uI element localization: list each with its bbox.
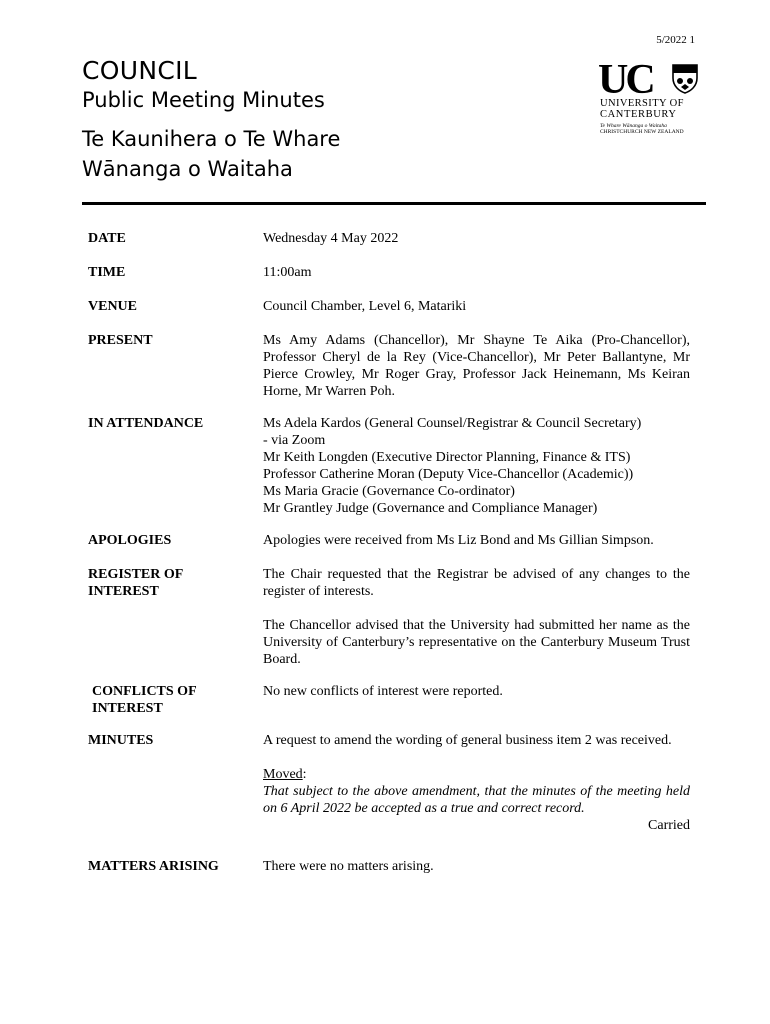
attendee-line: Ms Maria Gracie (Governance Co-ordinator): [263, 484, 515, 499]
attendee-line: - via Zoom: [263, 433, 326, 448]
attendee-line: Mr Keith Longden (Executive Director Planning, Finance & ITS): [263, 450, 631, 465]
register-label-line1: REGISTER OF: [88, 567, 184, 582]
conflicts-value: No new conflicts of interest were reported.: [263, 684, 503, 699]
conflicts-label-line2: INTEREST: [92, 701, 163, 716]
logo-tagline2: CHRISTCHURCH NEW ZEALAND: [600, 129, 684, 135]
date-value: Wednesday 4 May 2022: [263, 231, 399, 246]
present-label: PRESENT: [88, 333, 153, 348]
crest-icon: [672, 64, 698, 94]
venue-value: Council Chamber, Level 6, Matariki: [263, 299, 467, 314]
maori-title-line1: Te Kaunihera o Te Whare: [82, 127, 341, 151]
apologies-value: Apologies were received from Ms Liz Bond and Ms Gillian Simpson.: [263, 533, 654, 548]
matters-value: There were no matters arising.: [263, 859, 434, 874]
register-para2: The Chancellor advised that the University had submitted her name as the University of Canterbury’s representative on the Canterbury Museum Trust Board.: [263, 618, 690, 667]
attendee-line: Mr Grantley Judge (Governance and Compliance Manager): [263, 501, 598, 516]
maori-title: [82, 124, 340, 184]
row-date: [88, 230, 690, 247]
present-value: Ms Amy Adams (Chancellor), Mr Shayne Te Aika (Pro-Chancellor), Professor Cheryl de la Rey (Vice-Chancellor), Mr Peter Ballantyne, Mr Pierce Crowley, Mr Roger Gray, Professor Jack Heinemann, Ms Keiran Horne, Mr Warren Poh.: [263, 333, 690, 399]
university-logo: [598, 57, 702, 140]
attendance-value: [263, 415, 690, 517]
venue-label: VENUE: [88, 299, 138, 314]
apologies-label: APOLOGIES: [88, 533, 172, 548]
logo-mark: UC: [598, 57, 653, 103]
register-label: [88, 566, 263, 668]
minutes-table: [88, 230, 690, 875]
moved-line: [263, 766, 690, 783]
row-matters-arising: [88, 858, 690, 875]
attendance-label: IN ATTENDANCE: [88, 416, 204, 431]
row-time: [88, 264, 690, 281]
register-para1: The Chair requested that the Registrar be advised of any changes to the register of interests.: [263, 567, 690, 599]
time-value: 11:00am: [263, 265, 312, 280]
row-apologies: [88, 532, 690, 549]
row-venue: [88, 298, 690, 315]
matters-label: MATTERS ARISING: [88, 859, 219, 874]
minutes-value: [263, 732, 690, 834]
conflicts-label: [88, 683, 263, 717]
header-divider: [82, 202, 706, 205]
logo-tagline1: Te Whare Wānanga o Waitaha: [600, 123, 667, 129]
conflicts-label-line1: CONFLICTS OF: [92, 684, 197, 699]
minutes-label: MINUTES: [88, 733, 154, 748]
attendee-line: Professor Catherine Moran (Deputy Vice-Chancellor (Academic)): [263, 467, 634, 482]
attendee-line: Ms Adela Kardos (General Counsel/Registrar & Council Secretary): [263, 416, 642, 431]
motion-text: [263, 783, 690, 817]
row-minutes: [88, 732, 690, 834]
logo-name-line1: UNIVERSITY OF: [600, 98, 684, 109]
minutes-para1: A request to amend the wording of general business item 2 was received.: [263, 733, 672, 748]
row-register-of-interest: [88, 566, 690, 668]
date-label: DATE: [88, 231, 126, 246]
title-block: [82, 56, 340, 184]
page-number: 5/2022 1: [656, 34, 695, 46]
page-title: COUNCIL: [82, 56, 197, 85]
register-label-line2: INTEREST: [88, 584, 159, 599]
moved-label: Moved: [263, 767, 303, 782]
maori-title-line2: Wānanga o Waitaha: [82, 157, 293, 181]
motion-result: Carried: [648, 818, 690, 833]
row-present: [88, 332, 690, 400]
time-label: TIME: [88, 265, 126, 280]
logo-name-line2: CANTERBURY: [600, 109, 677, 120]
page-subtitle: Public Meeting Minutes: [82, 88, 325, 112]
register-value: [263, 566, 690, 668]
row-attendance: [88, 415, 690, 517]
row-conflicts: [88, 683, 690, 717]
moved-colon: :: [302, 767, 307, 782]
motion-text-italic: That subject to the above amendment, that the minutes of the meeting held on 6 April 2022 be accepted as a true and correct record.: [263, 784, 690, 816]
